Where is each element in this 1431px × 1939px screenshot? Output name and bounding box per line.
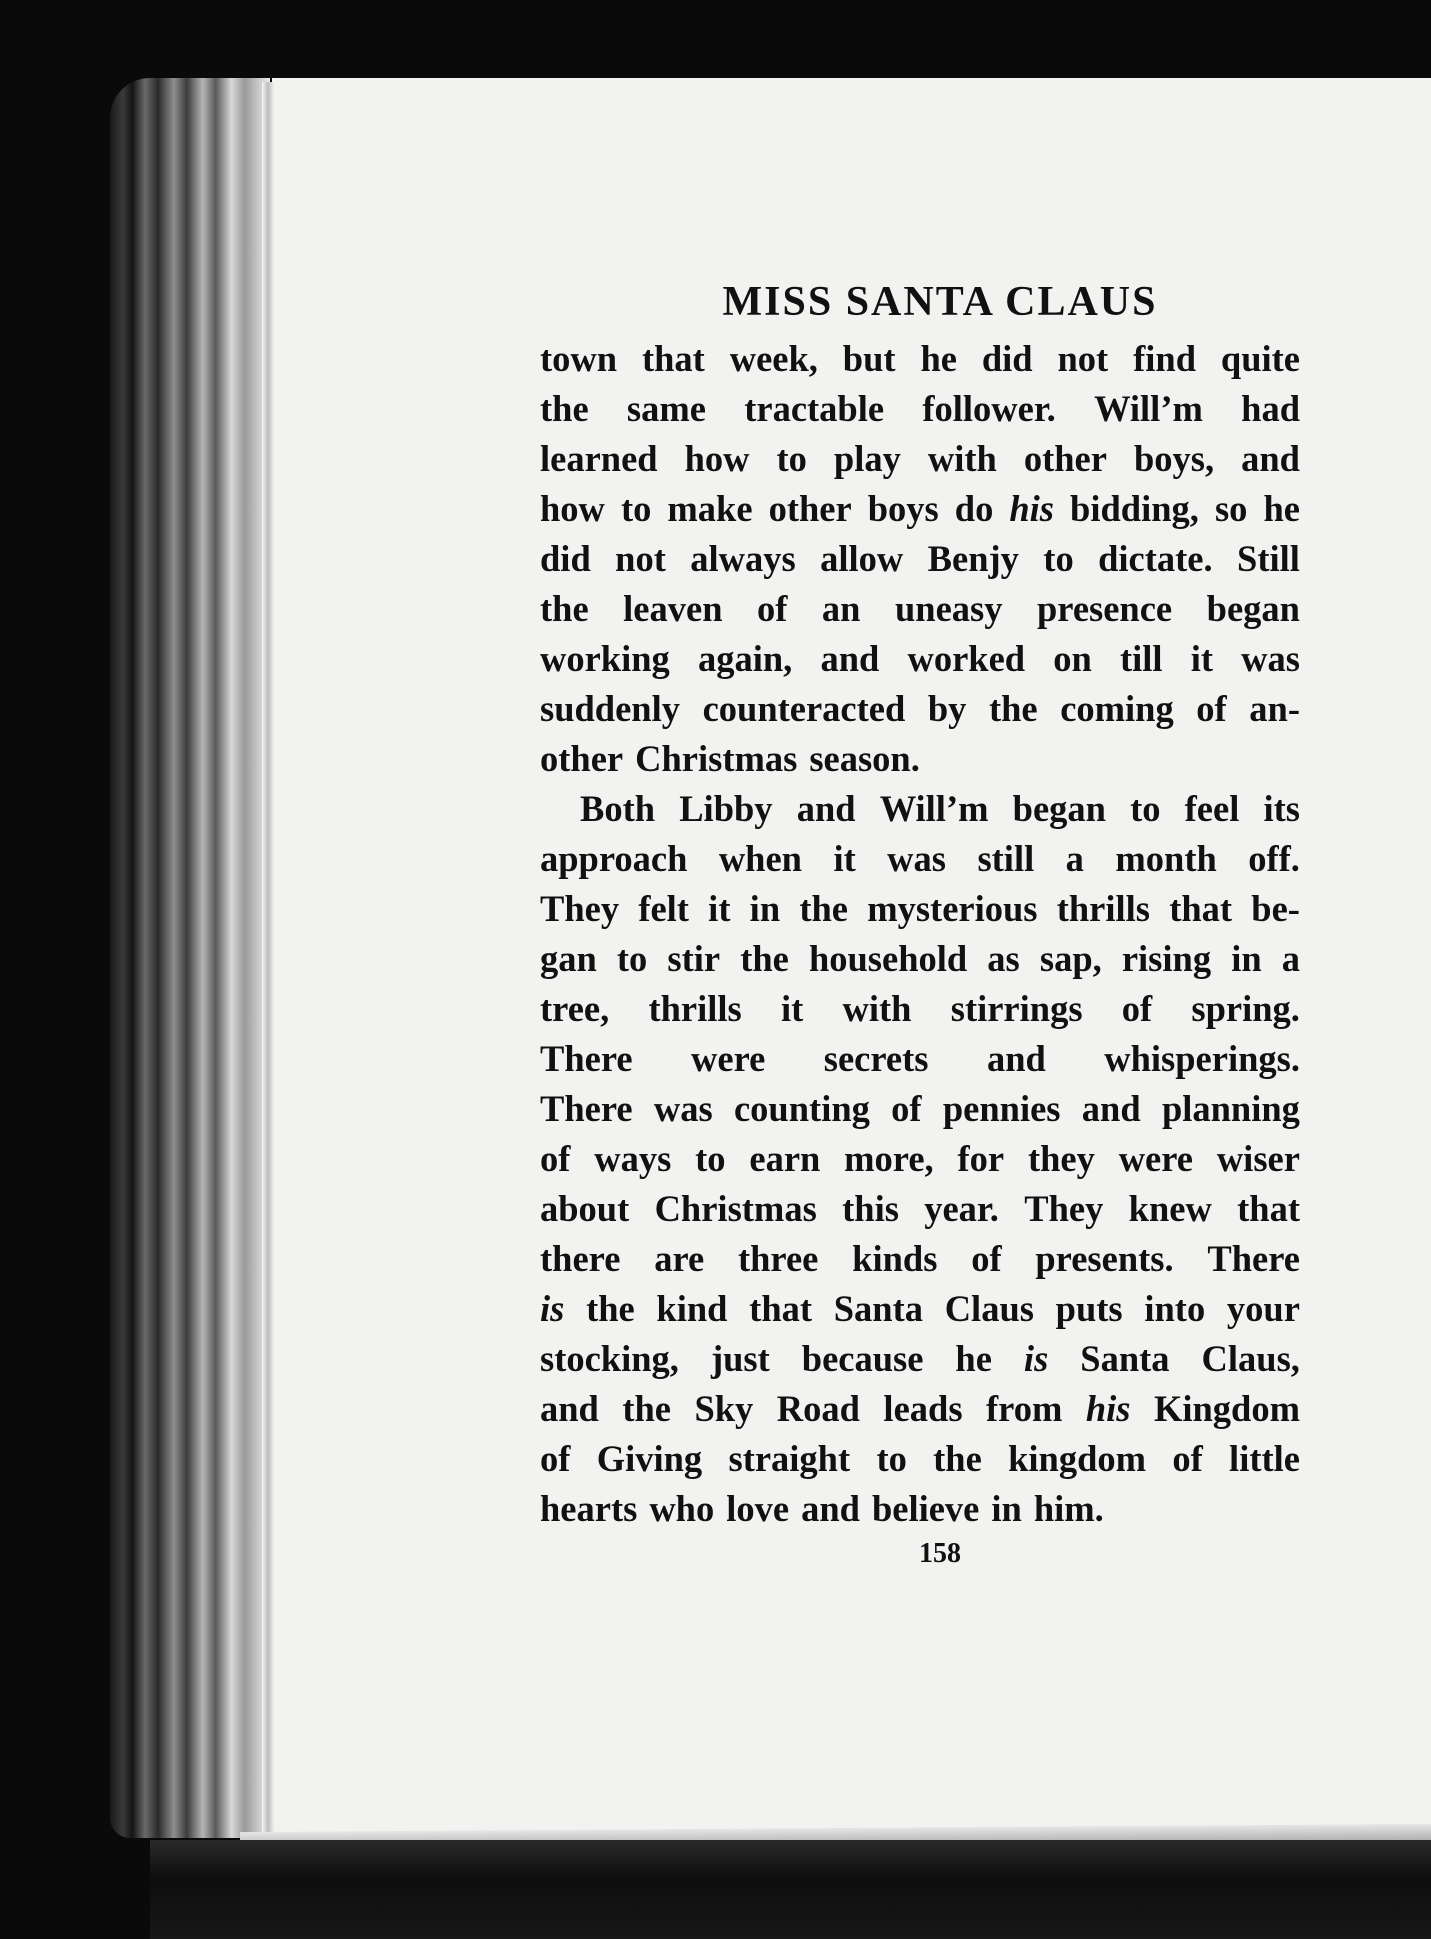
text-line: of Giving straight to the kingdom of little: [540, 1438, 1300, 1479]
paragraph: [540, 784, 1300, 1534]
text-line: Both Libby and Will’m began to feel its: [580, 788, 1300, 829]
text-line: hearts who love and believe in him.: [540, 1488, 1104, 1529]
text-line: stocking, just because he is Santa Claus,: [540, 1338, 1300, 1379]
page-content: [540, 278, 1300, 1570]
scan-bottom-border: [150, 1840, 1431, 1939]
running-head: MISS SANTA CLAUS: [722, 279, 1158, 325]
text-line: the same tractable follower. Will’m had: [540, 388, 1300, 429]
text-line: tree, thrills it with stirrings of spring.: [540, 988, 1300, 1029]
text-line: did not always allow Benjy to dictate. Still: [540, 538, 1300, 579]
text-line: town that week, but he did not find quite: [540, 338, 1300, 379]
text-line: learned how to play with other boys, and: [540, 438, 1300, 479]
text-line: other Christmas season.: [540, 738, 920, 779]
page-number: 158: [919, 1538, 961, 1569]
text-line: is the kind that Santa Claus puts into your: [540, 1288, 1300, 1329]
text-line: They felt it in the mysterious thrills that be-: [540, 888, 1300, 929]
text-line: how to make other boys do his bidding, so he: [540, 488, 1300, 529]
text-line: suddenly counteracted by the coming of an-: [540, 688, 1300, 729]
text-line: gan to stir the household as sap, rising in a: [540, 938, 1300, 979]
text-line: of ways to earn more, for they were wiser: [540, 1138, 1300, 1179]
text-line: There was counting of pennies and planning: [540, 1088, 1300, 1129]
book-page-edges: [110, 78, 270, 1838]
page-gutter: [262, 82, 274, 1842]
text-line: about Christmas this year. They knew that: [540, 1188, 1300, 1229]
body-text: [540, 334, 1300, 1534]
text-line: the leaven of an uneasy presence began: [540, 588, 1300, 629]
text-line: and the Sky Road leads from his Kingdom: [540, 1388, 1300, 1429]
paragraph: [540, 334, 1300, 784]
text-line: There were secrets and whisperings.: [540, 1038, 1300, 1079]
text-line: there are three kinds of presents. There: [540, 1238, 1300, 1279]
text-line: working again, and worked on till it was: [540, 638, 1300, 679]
text-line: approach when it was still a month off.: [540, 838, 1300, 879]
